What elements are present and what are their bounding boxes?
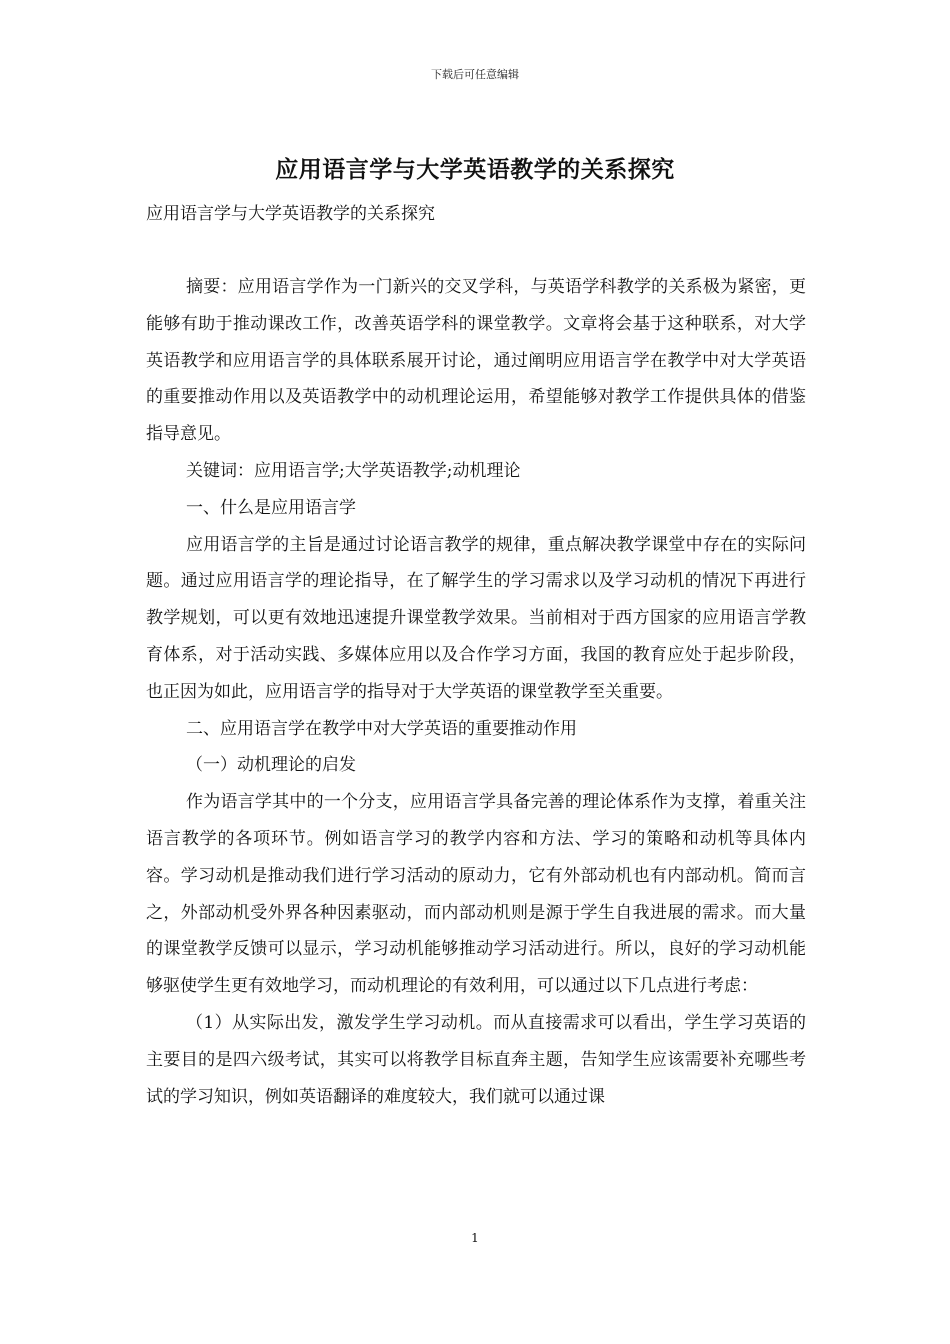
- body-paragraph: 应用语言学的主旨是通过讨论语言教学的规律，重点解决教学课堂中存在的实际问题。通过应用语言学的理论指导，在了解学生的学习需求以及学习动机的情况下再进行教学规划，可以更有效地迅速提升课堂教学效果。当前相对于西方国家的应用语言学教育体系，对于活动实践、多媒体应用以及合作学习方面，我国的教育应处于起步阶段，也正因为如此，应用语言学的指导对于大学英语的课堂教学至关重要。: [146, 534, 806, 702]
- page-title: 应用语言学与大学英语教学的关系探究: [275, 157, 675, 183]
- section-heading-1: 一、什么是应用语言学: [186, 497, 356, 518]
- header-note: 下载后可任意编辑: [431, 68, 519, 81]
- keywords-paragraph: 关键词：应用语言学;大学英语教学;动机理论: [186, 460, 521, 481]
- body-paragraph: （1）从实际出发，激发学生学习动机。而从直接需求可以看出，学生学习英语的主要目的是四六级考试，其实可以将教学目标直奔主题，告知学生应该需要补充哪些考试的学习知识，例如英语翻译的难度较大，我们就可以通过课: [146, 1012, 806, 1107]
- body-paragraph: 作为语言学其中的一个分支，应用语言学具备完善的理论体系作为支撑，着重关注语言教学的各项环节。例如语言学习的教学内容和方法、学习的策略和动机等具体内容。学习动机是推动我们进行学习活动的原动力，它有外部动机也有内部动机。简而言之，外部动机受外界各种因素驱动，而内部动机则是源于学生自我进展的需求。而大量的课堂教学反馈可以显示，学习动机能够推动学习活动进行。所以，良好的学习动机能够驱使学生更有效地学习，而动机理论的有效利用，可以通过以下几点进行考虑：: [146, 792, 806, 997]
- section-heading-2: 二、应用语言学在教学中对大学英语的重要推动作用: [186, 718, 577, 739]
- page-number: 1: [471, 1231, 479, 1245]
- abstract-paragraph: 摘要：应用语言学作为一门新兴的交叉学科，与英语学科教学的关系极为紧密，更能够有助于推动课改工作，改善英语学科的课堂教学。文章将会基于这种联系，对大学英语教学和应用语言学的具体联系展开讨论，通过阐明应用语言学在教学中对大学英语的重要推动作用以及英语教学中的动机理论运用，希望能够对教学工作提供具体的借鉴指导意见。: [146, 277, 806, 445]
- subsection-heading-1: （一）动机理论的启发: [186, 755, 356, 776]
- page-subtitle: 应用语言学与大学英语教学的关系探究: [146, 204, 435, 224]
- body-text: [146, 269, 806, 1115]
